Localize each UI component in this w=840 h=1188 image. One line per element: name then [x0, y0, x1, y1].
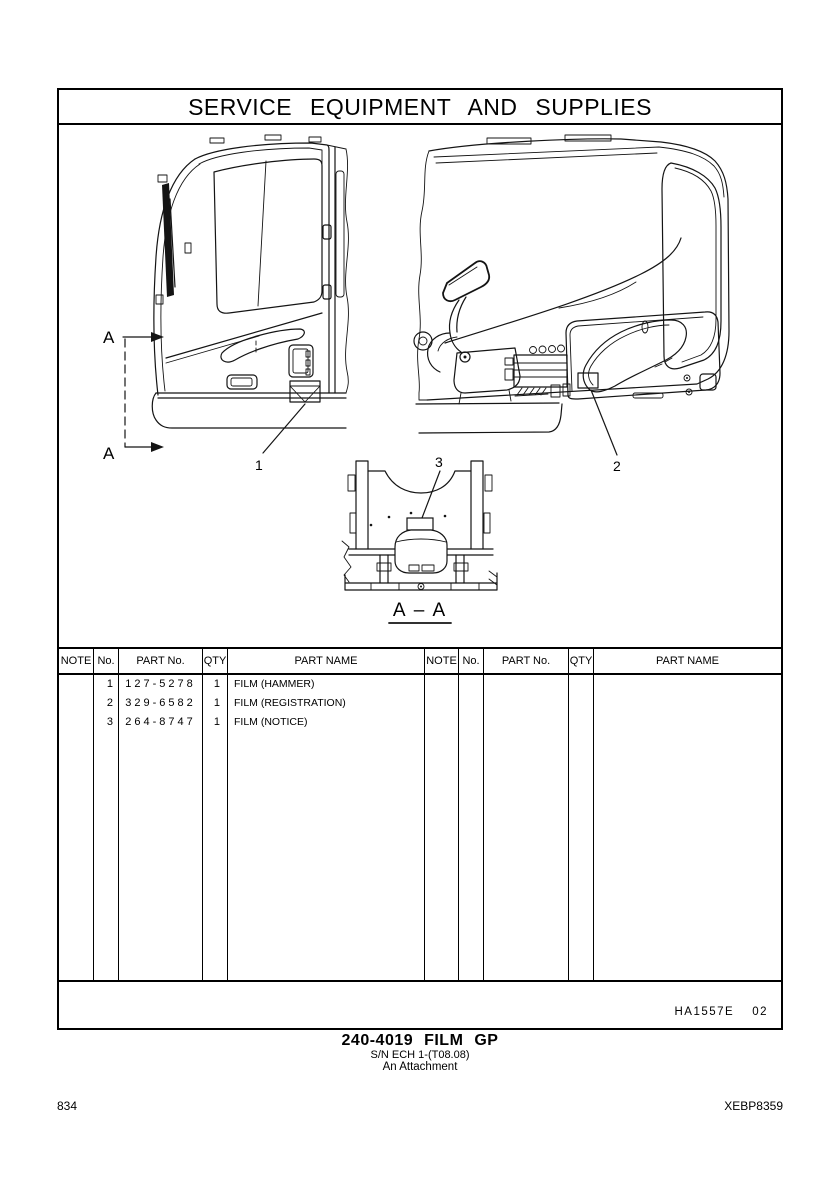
callout-1-label: 1	[255, 457, 263, 473]
qty-column-2	[569, 675, 594, 980]
note-column-2	[425, 675, 459, 980]
section-arrow-bottom	[151, 442, 164, 452]
cell-part-no-row3: 264-8747	[125, 716, 196, 728]
parts-table-body	[59, 675, 781, 980]
cell-part-no-row1: 127-5278	[125, 678, 196, 690]
cab-interior-drawing	[414, 135, 729, 433]
cell-part-no-row2: 329-6582	[125, 697, 196, 709]
drawing-reference-strip	[59, 980, 781, 1028]
attachment-note: An Attachment	[382, 1061, 458, 1073]
cell-part-name-row2: FILM (REGISTRATION)	[234, 697, 346, 709]
content-frame	[57, 88, 783, 1030]
film-2-registration	[578, 373, 598, 388]
cell-no-row2: 2	[106, 697, 113, 709]
callout-3-label: 3	[435, 454, 443, 470]
col-header-part-name: PART NAME	[228, 649, 425, 673]
revision-number: 02	[752, 1006, 768, 1018]
col-header-part-no: PART No.	[119, 649, 203, 673]
cell-no-row3: 3	[106, 716, 113, 728]
col-header-note-2: NOTE	[425, 649, 459, 673]
part-no-column	[119, 675, 203, 980]
no-column	[94, 675, 119, 980]
section-arrow-top	[151, 332, 164, 342]
cell-qty-row1: 1	[213, 678, 220, 690]
document-code: XEBP8359	[724, 1099, 783, 1113]
film-1-hammer	[290, 381, 320, 402]
footer-block	[0, 1032, 840, 1074]
film-3-notice-tank	[395, 518, 447, 573]
col-header-note: NOTE	[59, 649, 94, 673]
col-header-qty: QTY	[203, 649, 228, 673]
cell-qty-row2: 1	[213, 697, 220, 709]
col-header-no-2: No.	[459, 649, 484, 673]
leader-line-3	[422, 471, 440, 518]
qty-column	[203, 675, 228, 980]
part-group-title: 240-4019 FILM GP	[341, 1032, 499, 1049]
part-name-column	[228, 675, 425, 980]
page-title: SERVICE EQUIPMENT AND SUPPLIES	[59, 90, 781, 125]
cell-part-name-row1: FILM (HAMMER)	[234, 678, 315, 690]
col-header-no: No.	[94, 649, 119, 673]
technical-drawing	[59, 127, 781, 647]
cell-no-row1: 1	[106, 678, 113, 690]
drawing-area	[59, 127, 781, 647]
parts-table-header	[59, 649, 781, 675]
callout-2-label: 2	[613, 458, 621, 474]
note-column	[59, 675, 94, 980]
section-marker-top: A	[103, 328, 115, 347]
page-number: 834	[57, 1099, 78, 1113]
leader-line-2	[591, 390, 617, 455]
no-column-2	[459, 675, 484, 980]
col-header-part-name-2: PART NAME	[656, 655, 719, 667]
section-marker-bottom: A	[103, 444, 115, 463]
cell-part-name-row3: FILM (NOTICE)	[234, 716, 308, 728]
section-view-label: A – A	[392, 600, 448, 621]
drawing-ref: HA1557E	[674, 1006, 735, 1018]
callouts	[255, 390, 621, 518]
col-header-qty-2: QTY	[569, 649, 594, 673]
section-view-drawing	[342, 461, 497, 623]
cell-qty-row3: 1	[213, 716, 220, 728]
serial-number-note: S/N ECH 1-(T08.08)	[370, 1049, 470, 1061]
parts-table	[59, 647, 781, 980]
part-no-column-2	[484, 675, 569, 980]
part-name-column-2	[594, 675, 781, 980]
col-header-part-no-2: PART No.	[484, 649, 569, 673]
cab-exterior-drawing	[152, 135, 348, 428]
